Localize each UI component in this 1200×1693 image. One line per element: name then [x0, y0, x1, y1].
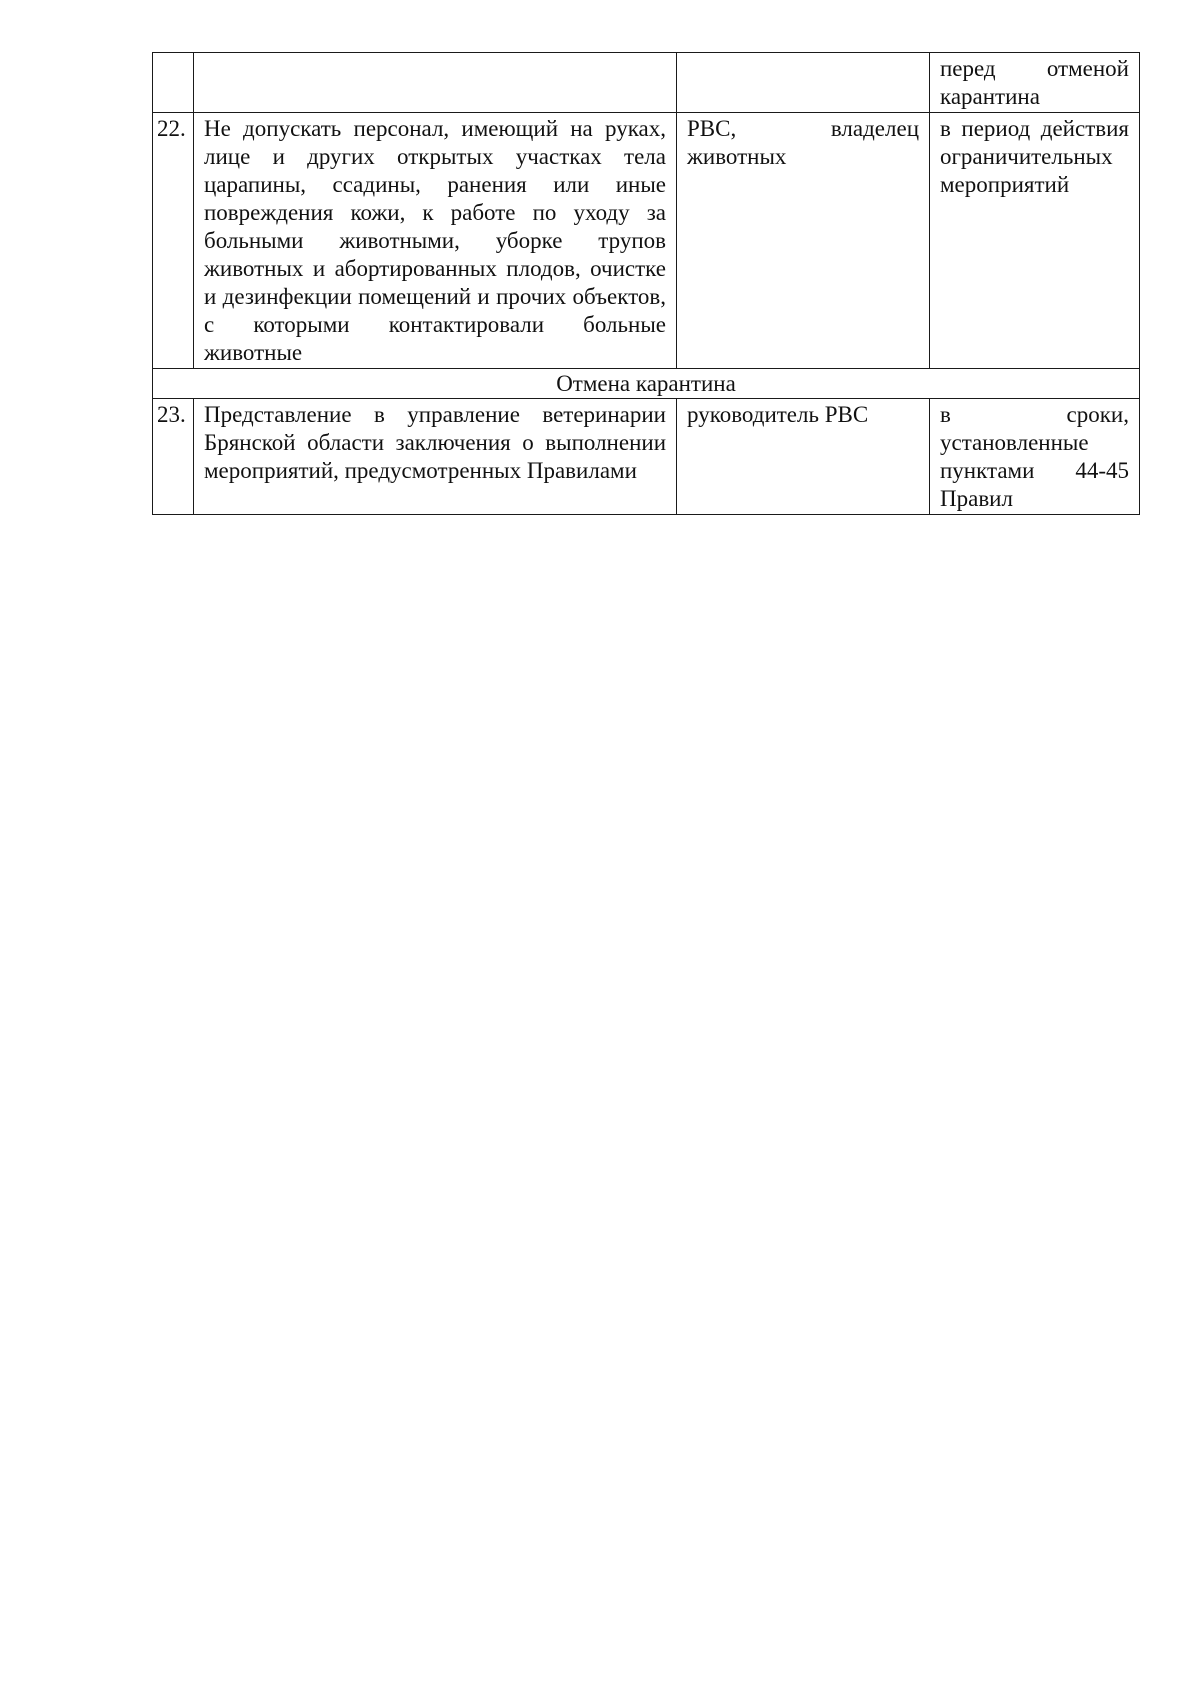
- responsible-cell: [677, 399, 930, 515]
- row-number: 22.: [157, 116, 186, 141]
- action-cell: [194, 113, 677, 369]
- row-number-cell: [153, 113, 194, 369]
- row-term: перед отменой карантина: [940, 56, 1129, 109]
- action-cell: [194, 399, 677, 515]
- section-heading-cell: [153, 369, 1140, 399]
- table-row-23: [153, 399, 1140, 515]
- section-heading: Отмена карантина: [556, 371, 736, 396]
- row-action: Не допускать персонал, имеющий на руках, лице и других открытых участках тела царапины, ссадины, ранения или иные повреждения кожи, к работе по уходу за больными животными, уборке трупов животных и абортированных плодов, очистке и дезинфекции помещений и прочих объектов, с которыми контактировали больные животные: [204, 116, 666, 365]
- term-cell: [930, 53, 1140, 113]
- responsible-cell: [677, 53, 930, 113]
- row-term: в сроки, установленные пунктами 44-45 Правил: [940, 402, 1129, 511]
- row-term: в период действия ограничительных мероприятий: [940, 116, 1129, 197]
- action-cell: [194, 53, 677, 113]
- row-responsible: РВС, владелец животных: [687, 116, 919, 169]
- row-number-cell: [153, 399, 194, 515]
- table-row-continued: [153, 53, 1140, 113]
- row-number: 23.: [157, 402, 186, 427]
- section-heading-row: [153, 369, 1140, 399]
- term-cell: [930, 399, 1140, 515]
- responsible-cell: [677, 113, 930, 369]
- measures-table: [152, 52, 1140, 515]
- row-number-cell: [153, 53, 194, 113]
- row-action: Представление в управление ветеринарии Брянской области заключения о выполнении мероприятий, предусмотренных Правилами: [204, 402, 666, 483]
- row-responsible: руководитель РВС: [687, 402, 869, 427]
- term-cell: [930, 113, 1140, 369]
- table-row-22: [153, 113, 1140, 369]
